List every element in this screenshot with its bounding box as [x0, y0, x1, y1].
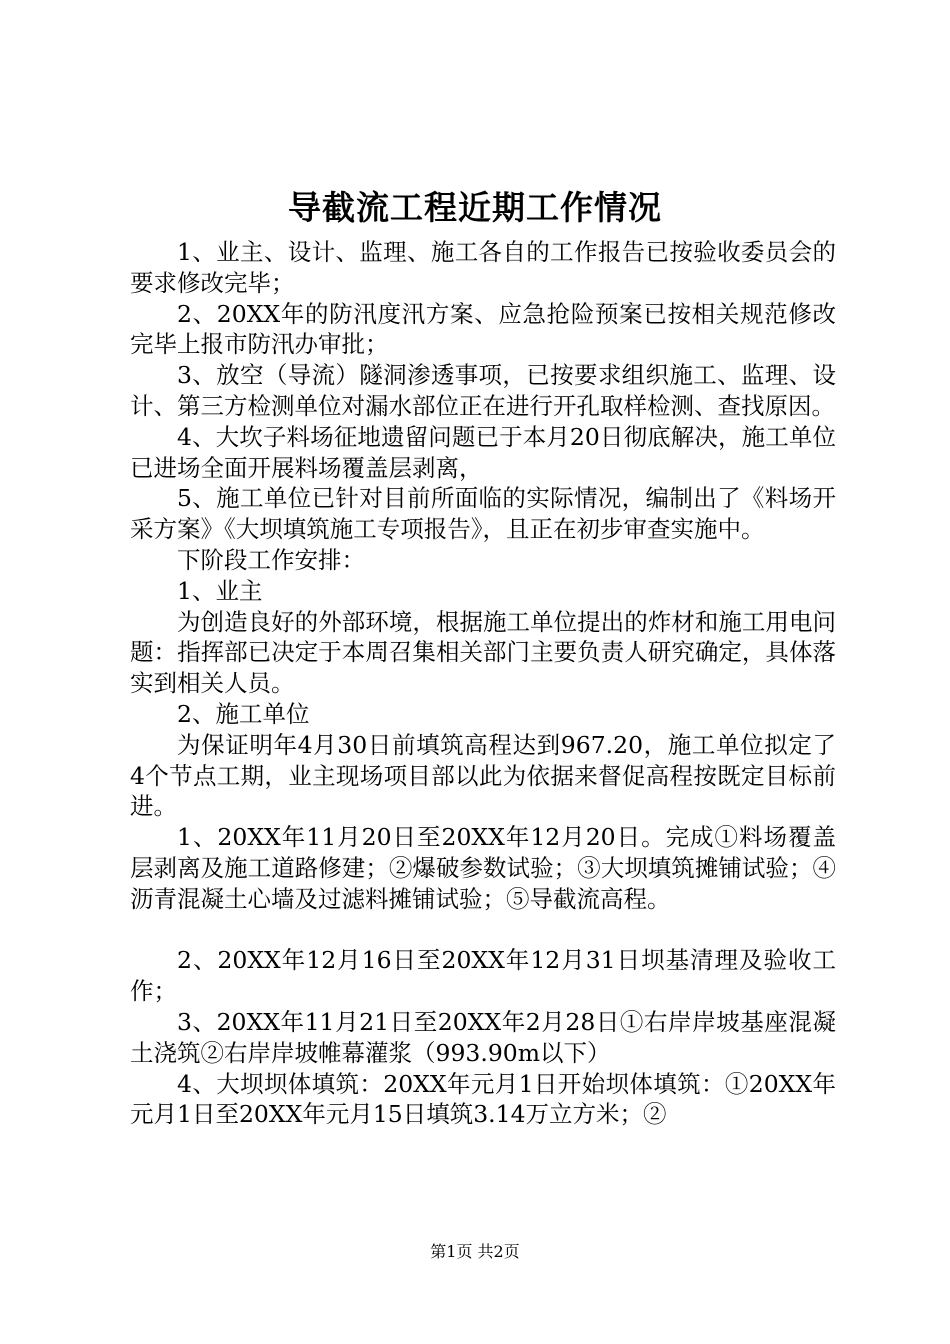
document-body [130, 237, 836, 1130]
subsection-heading: 2、施工单位 [177, 699, 310, 728]
milestone-item: 2、20XX年12月16日至20XX年12月31日坝基清理及验收工作； [130, 946, 836, 1006]
paragraph: 2、20XX年的防汛度汛方案、应急抢险预案已按相关规范修改完毕上报市防汛办审批； [130, 299, 836, 359]
milestone-item: 1、20XX年11月20日至20XX年12月20日。完成①料场覆盖层剥离及施工道路修建；②爆破参数试验；③大坝填筑摊铺试验；④沥青混凝土心墙及过滤料摊铺试验；⑤导截流高程。 [130, 823, 836, 913]
paragraph: 1、业主、设计、监理、施工各自的工作报告已按验收委员会的要求修改完毕； [130, 238, 836, 297]
subsection-heading: 1、业主 [177, 576, 263, 605]
section-heading: 下阶段工作安排： [177, 545, 365, 574]
paragraph: 为保证明年4月30日前填筑高程达到967.20，施工单位拟定了4个节点工期，业主现场项目部以此为依据来督促高程按既定目标前进。 [130, 730, 836, 821]
milestone-item: 4、大坝坝体填筑：20XX年元月1日开始坝体填筑：①20XX年元月1日至20XX年元月15日填筑3.14万立方米；② [130, 1069, 836, 1129]
paragraph: 5、施工单位已针对目前所面临的实际情况，编制出了《料场开采方案》《大坝填筑施工专项报告》，且正在初步审查实施中。 [130, 484, 836, 544]
milestone-item: 3、20XX年11月21日至20XX年2月28日①右岸岸坡基座混凝土浇筑②右岸岸坡帷幕灌浆（993.90m以下） [130, 1007, 836, 1067]
paragraph: 4、大坎子料场征地遗留问题已于本月20日彻底解决，施工单位已进场全面开展料场覆盖层剥离， [130, 422, 836, 482]
paragraph: 为创造良好的外部环境，根据施工单位提出的炸材和施工用电问题：指挥部已决定于本周召集相关部门主要负责人研究确定，具体落实到相关人员。 [130, 607, 836, 698]
document-title: 导截流工程近期工作情况 [288, 188, 662, 227]
paragraph: 3、放空（导流）隧洞渗透事项，已按要求组织施工、监理、设计、第三方检测单位对漏水部位正在进行开孔取样检测、查找原因。 [130, 361, 836, 420]
page-footer: 第1页 共2页 [430, 1242, 520, 1261]
